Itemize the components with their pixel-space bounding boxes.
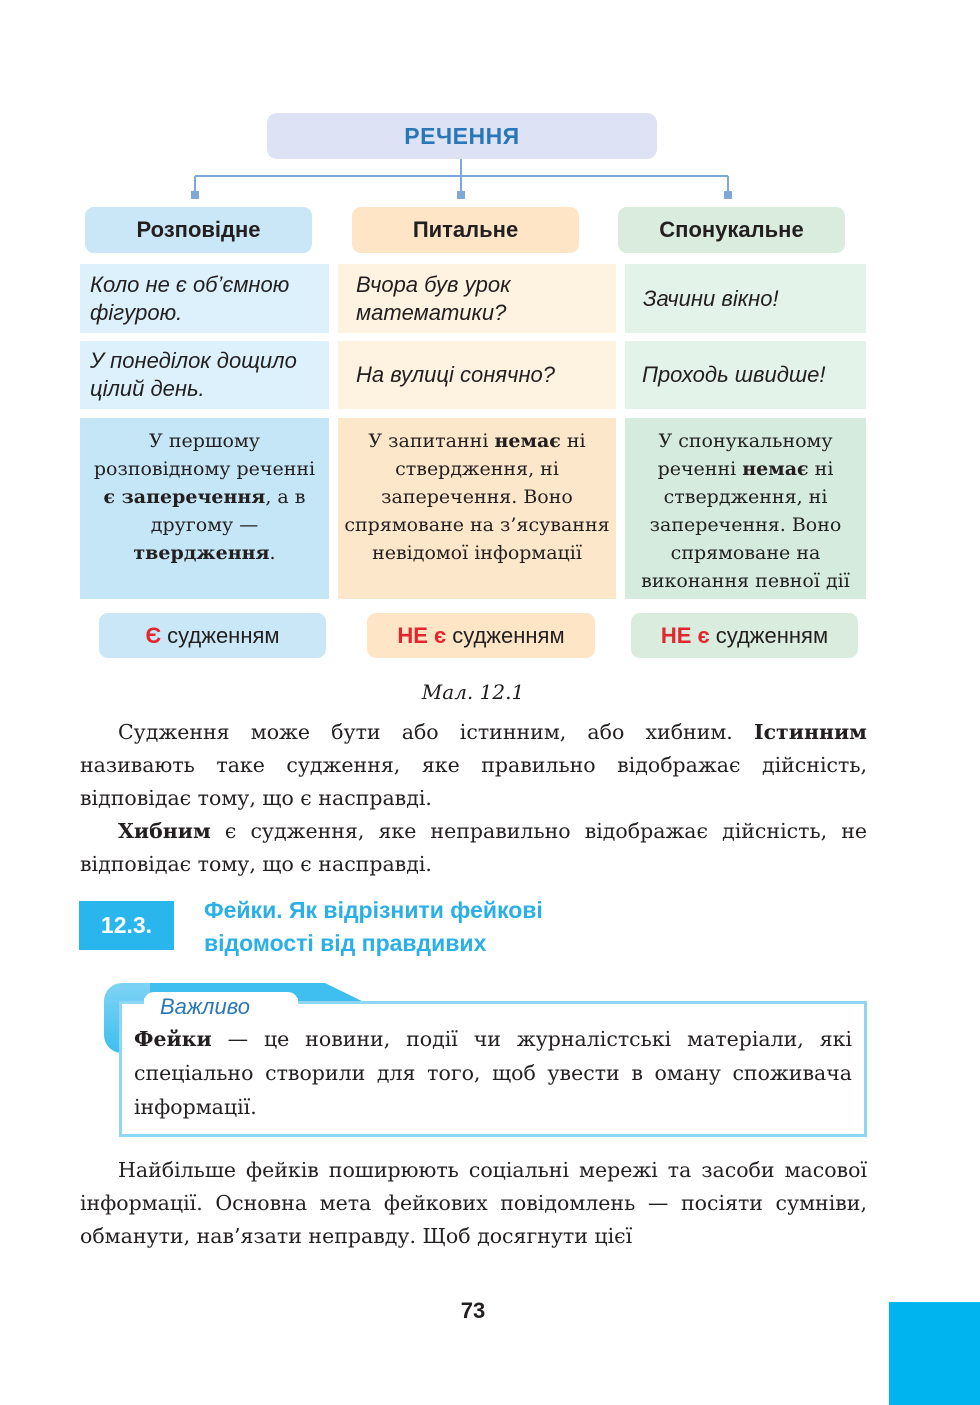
- verdict-interrogative: НЕ є судженням: [367, 613, 595, 658]
- verdict-imperative: НЕ є судженням: [631, 613, 858, 658]
- example-imperative-1: Зачини вікно!: [625, 264, 866, 333]
- category-interrogative: Питальне: [352, 207, 579, 253]
- diagram-title: РЕЧЕННЯ: [267, 113, 657, 159]
- section-number-badge: 12.3.: [79, 901, 174, 950]
- explanation-imperative: У спонукальному реченні немає ні ствердження, ні заперечення. Воно спрямоване на виконання певної дії: [625, 418, 866, 599]
- category-imperative: Спонукальне: [618, 207, 845, 253]
- section-title: Фейки. Як відрізнити фейкові відомості від правдивих: [204, 897, 543, 956]
- category-declarative: Розповідне: [85, 207, 312, 253]
- page-number: 73: [460, 1298, 486, 1323]
- example-declarative-1: Коло не є об’ємною фігурою.: [80, 264, 329, 333]
- paragraph-false-definition: Хибним є судження, яке неправильно відображає дійсність, не відповідає тому, що є насправді.: [80, 819, 867, 876]
- example-interrogative-2: На вулиці сонячно?: [338, 341, 616, 409]
- paragraph-true-false: Судження може бути або істинним, або хибним. Істинним називають таке судження, яке правильно відображає дійсність, відповідає тому, що є насправді.: [80, 720, 867, 810]
- example-imperative-2: Проходь швидше!: [625, 341, 866, 409]
- verdict-declarative: Є судженням: [99, 613, 326, 658]
- paragraph-fakes-spread: Найбільше фейків поширюють соціальні мережі та засоби масової інформації. Основна мета фейкових повідомлень — посіяти сумніви, обманути, нав’язати неправду. Щоб досягнути цієї: [80, 1158, 867, 1248]
- example-interrogative-1: Вчора був урок математики?: [338, 264, 616, 333]
- example-declarative-2: У понеділок дощило цілий день.: [80, 341, 329, 409]
- important-label: Важливо: [144, 992, 298, 1022]
- figure-caption: Мал. 12.1: [421, 680, 525, 704]
- page-corner-tab: [889, 1302, 980, 1405]
- explanation-declarative: У першому розповідному реченні є заперечення, а в другому — твердження.: [80, 418, 329, 599]
- diagram-connector: [0, 0, 980, 210]
- important-box: Фейки — це новини, події чи журналістські матеріали, які спеціально створили для того, щоб увести в оману споживача інформації.: [119, 1001, 867, 1137]
- explanation-interrogative: У запитанні немає ні ствердження, ні заперечення. Воно спрямоване на з’ясування невідомої інформації: [338, 418, 616, 599]
